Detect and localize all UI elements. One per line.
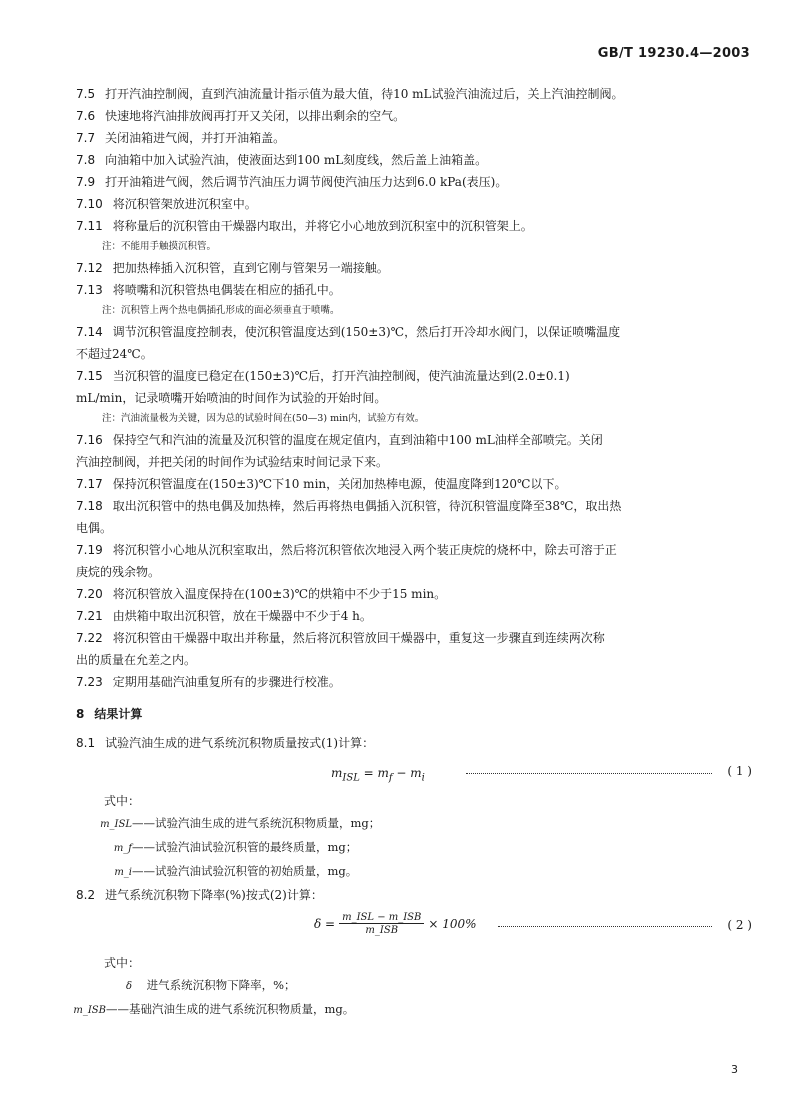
definition-delta: δ 进气系统沉积物下降率，%；	[125, 978, 296, 992]
step-7-6: 7.6 快速地将汽油排放阀再打开又关闭，以排出剩余的空气。	[76, 109, 406, 123]
equation-number-1: ( 1 )	[727, 764, 752, 778]
step-7-19-cont: 庚烷的残余物。	[76, 565, 161, 579]
step-7-10: 7.10 将沉积管架放进沉积室中。	[76, 197, 257, 211]
step-7-14: 7.14 调节沉积管温度控制表，使沉积管温度达到(150±3)℃，然后打开冷却水阀门，以保证喷嘴温度	[76, 325, 621, 339]
section-8-heading: 8 结果计算	[76, 707, 143, 721]
step-7-5: 7.5 打开汽油控制阀，直到汽油流量计指示值为最大值，待10 mL试验汽油流过后，关上汽油控制阀。	[76, 87, 624, 101]
definition-m-isl: m_ISL——试验汽油生成的进气系统沉积物质量，mg；	[100, 816, 381, 830]
note-3: 注：汽油流量极为关键，因为总的试验时间在(50—3) min内，试验方有效。	[102, 413, 425, 424]
step-7-9: 7.9 打开油箱进气阀，然后调节汽油压力调节阀使汽油压力达到6.0 kPa(表压)。	[76, 175, 508, 189]
standard-number: GB/T 19230.4—2003	[597, 46, 750, 61]
note-2: 注：沉积管上两个热电偶插孔形成的面必须垂直于喷嘴。	[102, 305, 340, 316]
leader-dots	[466, 773, 712, 774]
where-label-1: 式中：	[104, 794, 141, 808]
step-7-16: 7.16 保持空气和汽油的流量及沉积管的温度在规定值内，直到油箱中100 mL油样全部喷完。关闭	[76, 433, 603, 447]
note-1: 注：不能用手触摸沉积管。	[102, 241, 217, 252]
definition-m-i: m_i——试验汽油试验沉积管的初始质量，mg。	[114, 864, 358, 878]
formula-2	[76, 906, 752, 952]
fraction: $\frac{\text{m\_ISL − m\_ISB}}{\text{m\_ISB}}$	[339, 912, 424, 936]
formula-2-expression: δ = $\frac{\text{m\_ISL − m\_ISB}}{\text{m\_ISB}}$ × 100%	[314, 912, 477, 936]
step-7-21: 7.21 由烘箱中取出沉积管，放在干燥器中不少于4 h。	[76, 609, 372, 623]
formula-1-expression: $m_{ISL} = m_f - m_i$	[331, 766, 425, 784]
step-7-13: 7.13 将喷嘴和沉积管热电偶装在相应的插孔中。	[76, 283, 341, 297]
definition-m-isb: m_ISB——基础汽油生成的进气系统沉积物质量，mg。	[73, 1002, 355, 1016]
step-7-18-cont: 电偶。	[76, 521, 113, 535]
step-7-12: 7.12 把加热棒插入沉积管，直到它刚与管架另一端接触。	[76, 261, 389, 275]
clause-8-1: 8.1 试验汽油生成的进气系统沉积物质量按式(1)计算：	[76, 736, 375, 750]
step-7-16-cont: 汽油控制阀，并把关闭的时间作为试验结束时间记录下来。	[76, 455, 389, 469]
leader-dots	[498, 926, 712, 927]
step-7-15: 7.15 当沉积管的温度已稳定在(150±3)℃后，打开汽油控制阀，使汽油流量达到(2.0±0.1)	[76, 369, 570, 383]
clause-8-2: 8.2 进气系统沉积物下降率(%)按式(2)计算：	[76, 888, 323, 902]
step-7-11: 7.11 将称量后的沉积管由干燥器内取出，并将它小心地放到沉积室中的沉积管架上。	[76, 219, 533, 233]
step-7-20: 7.20 将沉积管放入温度保持在(100±3)℃的烘箱中不少于15 min。	[76, 587, 447, 601]
step-7-23: 7.23 定期用基础汽油重复所有的步骤进行校准。	[76, 675, 341, 689]
step-7-7: 7.7 关闭油箱进气阀，并打开油箱盖。	[76, 131, 286, 145]
definition-m-f: m_f——试验汽油试验沉积管的最终质量，mg；	[113, 840, 358, 854]
step-7-15-cont: mL/min，记录喷嘴开始喷油的时间作为试验的开始时间。	[76, 391, 387, 405]
step-7-22-cont: 出的质量在允差之内。	[76, 653, 197, 667]
step-7-22: 7.22 将沉积管由干燥器中取出并称量，然后将沉积管放回干燥器中，重复这一步骤直到连续两次称	[76, 631, 605, 645]
step-7-17: 7.17 保持沉积管温度在(150±3)℃下10 min，关闭加热棒电源，使温度降到120℃以下。	[76, 477, 567, 491]
step-7-8: 7.8 向油箱中加入试验汽油，使液面达到100 mL刻度线，然后盖上油箱盖。	[76, 153, 488, 167]
page-number: 3	[731, 1063, 738, 1076]
step-7-14-cont: 不超过24℃。	[76, 347, 153, 361]
where-label-2: 式中：	[104, 956, 141, 970]
equation-number-2: ( 2 )	[727, 918, 752, 932]
step-7-19: 7.19 将沉积管小心地从沉积室取出，然后将沉积管依次地浸入两个装正庚烷的烧杯中，除去可溶于正	[76, 543, 617, 557]
page-body	[73, 83, 752, 1022]
formula-1	[76, 754, 752, 790]
step-7-18: 7.18 取出沉积管中的热电偶及加热棒，然后再将热电偶插入沉积管，待沉积管温度降至38℃，取出热	[76, 499, 622, 513]
